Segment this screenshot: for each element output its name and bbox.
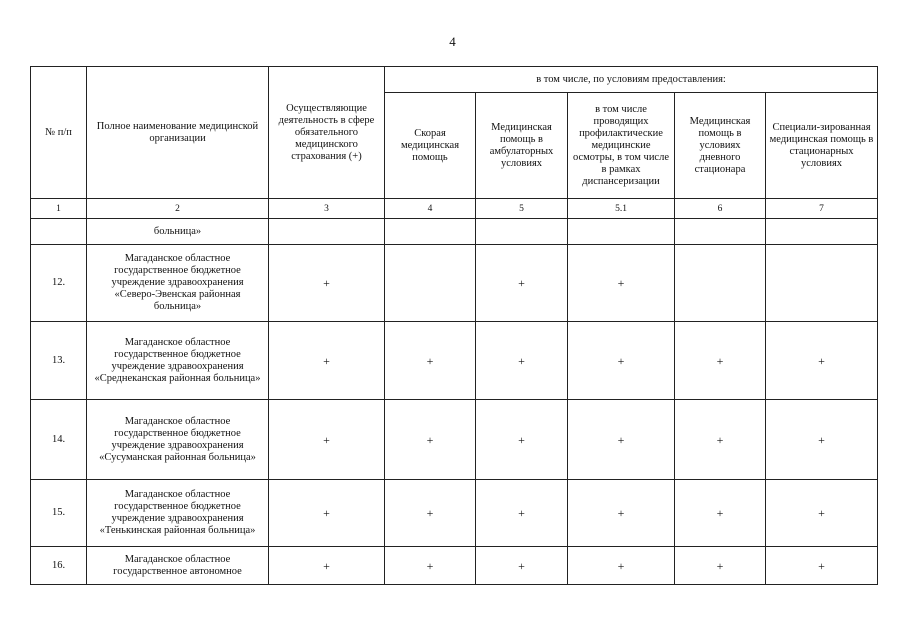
header-group-title: в том числе, по условиям предоставления: xyxy=(385,67,878,93)
mark-cell: + xyxy=(675,400,766,480)
column-number-cell: 7 xyxy=(766,199,878,219)
mark-cell xyxy=(269,219,385,245)
mark-cell: + xyxy=(476,480,568,547)
mark-cell: + xyxy=(766,547,878,585)
row-number-cell xyxy=(31,219,87,245)
row-number-cell: 14. xyxy=(31,400,87,480)
header-subcol-inpatient: Специали-зированная медицинская помощь в стационарных условиях xyxy=(766,93,878,199)
mark-cell xyxy=(385,219,476,245)
header-row-1 xyxy=(31,67,878,93)
row-number-cell: 16. xyxy=(31,547,87,585)
column-number-cell: 5.1 xyxy=(568,199,675,219)
mark-cell: + xyxy=(269,480,385,547)
mark-cell: + xyxy=(385,322,476,400)
mark-cell xyxy=(766,245,878,322)
organization-name-cell: Магаданское областное государственное автономное xyxy=(87,547,269,585)
organization-name-cell: Магаданское областное государственное бюджетное учреждение здравоохранения «Сусуманская районная больница» xyxy=(87,400,269,480)
organization-name-cell: Магаданское областное государственное бюджетное учреждение здравоохранения «Северо-Эвенская районная больница» xyxy=(87,245,269,322)
page-number: 4 xyxy=(449,34,456,49)
mark-cell xyxy=(568,219,675,245)
continuation-row xyxy=(31,219,878,245)
mark-cell: + xyxy=(269,547,385,585)
mark-cell: + xyxy=(568,547,675,585)
mark-cell: + xyxy=(766,322,878,400)
table-row xyxy=(31,480,878,547)
row-number-cell: 15. xyxy=(31,480,87,547)
mark-cell: + xyxy=(476,547,568,585)
mark-cell xyxy=(766,219,878,245)
header-col-number: № п/п xyxy=(31,67,87,199)
column-numbers-row xyxy=(31,199,878,219)
column-number-cell: 5 xyxy=(476,199,568,219)
mark-cell xyxy=(385,245,476,322)
mark-cell: + xyxy=(675,547,766,585)
mark-cell: + xyxy=(476,245,568,322)
header-subcol-day-hospital: Медицинская помощь в условиях дневного стационара xyxy=(675,93,766,199)
mark-cell: + xyxy=(568,400,675,480)
mark-cell xyxy=(675,219,766,245)
column-number-cell: 1 xyxy=(31,199,87,219)
table-row xyxy=(31,245,878,322)
mark-cell: + xyxy=(269,322,385,400)
mark-cell: + xyxy=(269,400,385,480)
organization-name-cell: Магаданское областное государственное бюджетное учреждение здравоохранения «Тенькинская районная больница» xyxy=(87,480,269,547)
mark-cell: + xyxy=(269,245,385,322)
mark-cell xyxy=(675,245,766,322)
table-row xyxy=(31,547,878,585)
column-number-cell: 6 xyxy=(675,199,766,219)
medical-organizations-table xyxy=(30,66,878,585)
mark-cell: + xyxy=(568,322,675,400)
header-subcol-preventive-exams: в том числе проводящих профилактические медицинские осмотры, в том числе в рамках диспансеризации xyxy=(568,93,675,199)
header-subcol-outpatient: Медицинская помощь в амбулаторных условиях xyxy=(476,93,568,199)
organization-name-cell: Магаданское областное государственное бюджетное учреждение здравоохранения «Среднеканская районная больница» xyxy=(87,322,269,400)
column-number-cell: 3 xyxy=(269,199,385,219)
mark-cell: + xyxy=(476,400,568,480)
mark-cell: + xyxy=(766,400,878,480)
table-row xyxy=(31,400,878,480)
row-number-cell: 12. xyxy=(31,245,87,322)
table-row xyxy=(31,322,878,400)
mark-cell: + xyxy=(568,480,675,547)
mark-cell: + xyxy=(385,547,476,585)
mark-cell: + xyxy=(568,245,675,322)
mark-cell: + xyxy=(385,480,476,547)
row-number-cell: 13. xyxy=(31,322,87,400)
mark-cell: + xyxy=(766,480,878,547)
organization-name-cell: больница» xyxy=(87,219,269,245)
mark-cell: + xyxy=(385,400,476,480)
header-col-oms: Осуществляющие деятельность в сфере обязательного медицинского страхования (+) xyxy=(269,67,385,199)
mark-cell: + xyxy=(675,480,766,547)
header-col-name: Полное наименование медицинской организации xyxy=(87,67,269,199)
mark-cell xyxy=(476,219,568,245)
column-number-cell: 4 xyxy=(385,199,476,219)
header-subcol-ambulance: Скорая медицинская помощь xyxy=(385,93,476,199)
mark-cell: + xyxy=(675,322,766,400)
column-number-cell: 2 xyxy=(87,199,269,219)
mark-cell: + xyxy=(476,322,568,400)
